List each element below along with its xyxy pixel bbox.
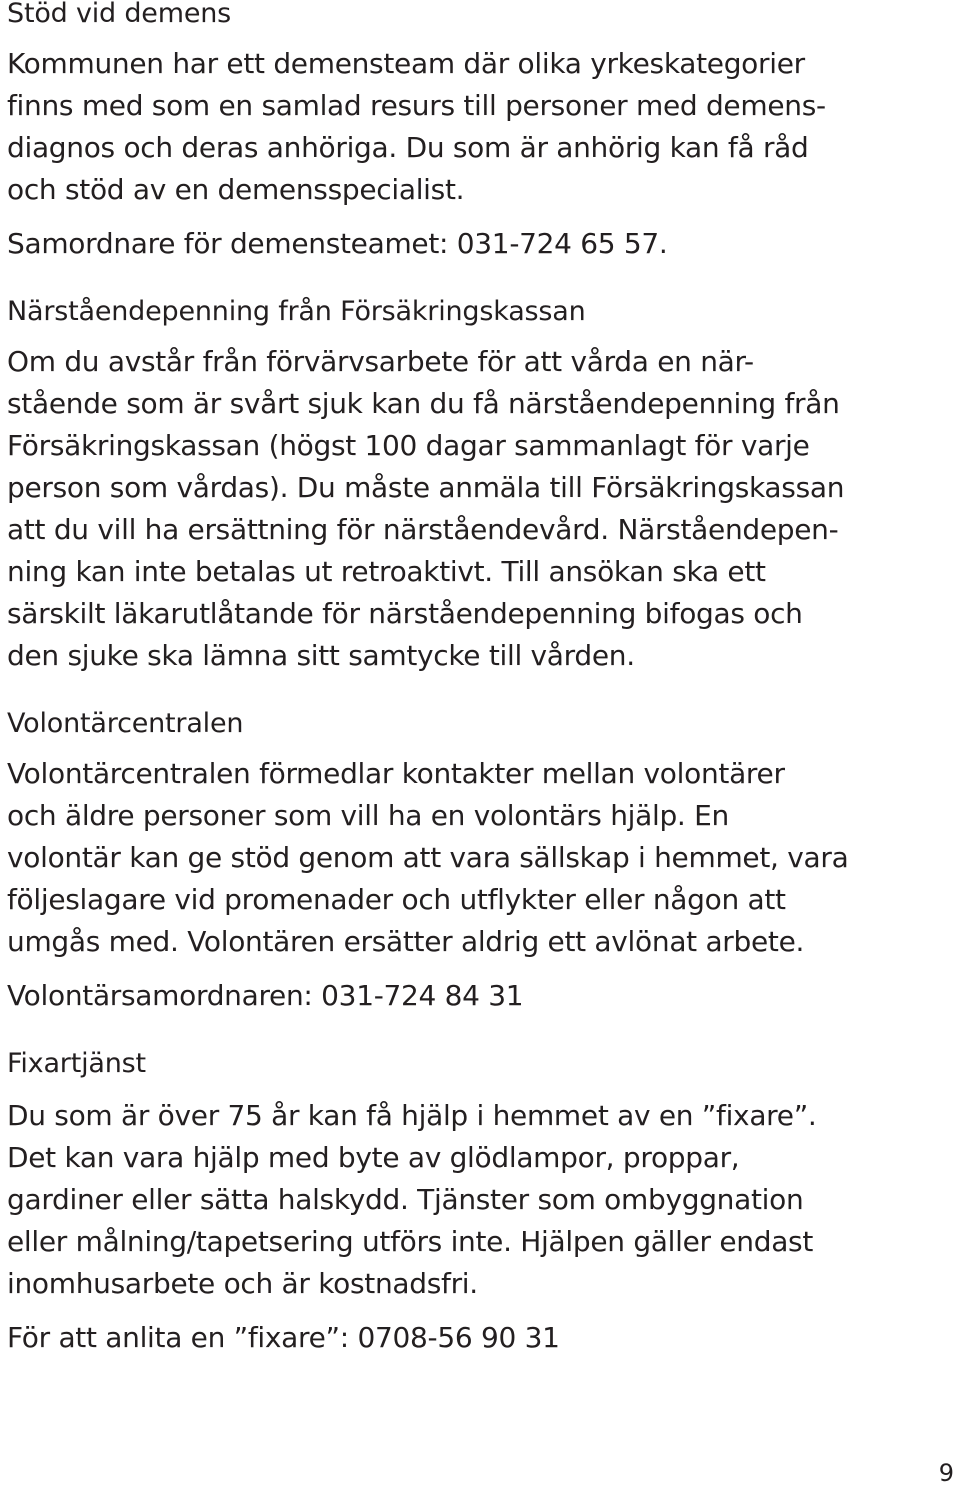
body-line: stående som är svårt sjuk kan du få närståendepenning från [7, 387, 840, 420]
body-line: den sjuke ska lämna sitt samtycke till vården. [7, 639, 635, 672]
body-line: Det kan vara hjälp med byte av glödlampor, proppar, [7, 1141, 740, 1174]
body-line: umgås med. Volontären ersätter aldrig ett avlönat arbete. [7, 925, 805, 958]
body-line: Om du avstår från förvärvsarbete för att vårda en när- [7, 345, 754, 378]
body-line: Försäkringskassan (högst 100 dagar sammanlagt för varje [7, 429, 810, 462]
body-line: och äldre personer som vill ha en volontärs hjälp. En [7, 799, 729, 832]
body-line: följeslagare vid promenader och utflykter eller någon att [7, 883, 786, 916]
section-heading-handyman-service: Fixartjänst [7, 1048, 146, 1079]
section-heading-care-allowance: Närståendepenning från Försäkringskassan [7, 296, 586, 327]
body-line: gardiner eller sätta halskydd. Tjänster som ombyggnation [7, 1183, 804, 1216]
body-line: eller målning/tapetsering utförs inte. Hjälpen gäller endast [7, 1225, 814, 1258]
section-heading-dementia: Stöd vid demens [7, 0, 232, 29]
body-line: person som vårdas). Du måste anmäla till Försäkringskassan [7, 471, 845, 504]
body-line: inomhusarbete och är kostnadsfri. [7, 1267, 478, 1300]
dementia-team-contact: Samordnare för demensteamet: 031-724 65 57. [7, 227, 668, 260]
body-line: ning kan inte betalas ut retroaktivt. Till ansökan ska ett [7, 555, 766, 588]
body-line: och stöd av en demensspecialist. [7, 173, 465, 206]
body-line: Volontärcentralen förmedlar kontakter mellan volontärer [7, 757, 785, 790]
section-heading-volunteer-centre: Volontärcentralen [7, 708, 244, 739]
body-line: att du vill ha ersättning för närståendevård. Närståendepen- [7, 513, 839, 546]
body-line: volontär kan ge stöd genom att vara sällskap i hemmet, vara [7, 841, 849, 874]
page-number: 9 [938, 1459, 954, 1487]
handyman-contact: För att anlita en ”fixare”: 0708-56 90 31 [7, 1321, 560, 1354]
body-line: särskilt läkarutlåtande för närståendepenning bifogas och [7, 597, 803, 630]
body-line: Kommunen har ett demensteam där olika yrkeskategorier [7, 47, 805, 80]
body-line: finns med som en samlad resurs till personer med demens- [7, 89, 826, 122]
body-line: diagnos och deras anhöriga. Du som är anhörig kan få råd [7, 131, 809, 164]
volunteer-coordinator-contact: Volontärsamordnaren: 031-724 84 31 [7, 979, 524, 1012]
body-line: Du som är över 75 år kan få hjälp i hemmet av en ”fixare”. [7, 1099, 817, 1132]
